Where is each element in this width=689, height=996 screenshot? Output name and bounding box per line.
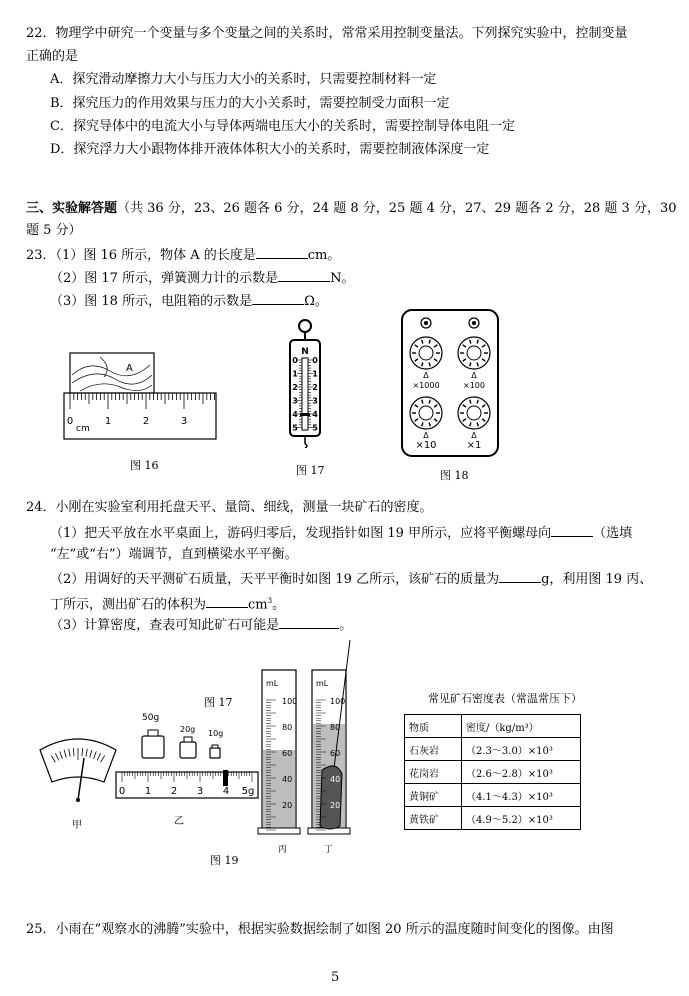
- resistance-dial: [458, 397, 490, 429]
- q24-blank-1[interactable]: [551, 524, 593, 537]
- dial-multiplier-1000: ×1000: [412, 381, 440, 390]
- q24-p3-post: 。: [339, 618, 353, 633]
- figure-16-caption: 图 16: [130, 459, 159, 472]
- dial-multiplier-1: ×1: [466, 440, 482, 451]
- q23-number: 23．: [26, 248, 56, 263]
- ruler-label-3: 3: [180, 416, 188, 427]
- q24-blank-2[interactable]: [499, 570, 541, 583]
- spring-scale-label: 3: [292, 396, 298, 406]
- figure-18-resistance-box: [400, 308, 500, 458]
- density-substance: 黄铁矿: [405, 807, 462, 830]
- cyl-ding-label-80: 80: [330, 723, 341, 732]
- cyl-bing-label-20: 20: [282, 801, 293, 810]
- spring-scale-label: 2: [312, 383, 318, 392]
- q24-p2-post: g，利用图 19 丙、: [541, 572, 653, 587]
- q23-blank-1[interactable]: [256, 246, 308, 259]
- dial-multiplier-10: ×10: [415, 440, 437, 451]
- density-header-density: 密度/（kg/m³）: [462, 715, 581, 738]
- figure-18-caption: 图 18: [440, 469, 469, 482]
- q24-p2-line2-post: 。: [272, 597, 286, 613]
- weight-20g: [180, 737, 196, 758]
- density-substance: 黄铜矿: [405, 784, 462, 807]
- density-substance: 石灰岩: [405, 738, 462, 761]
- fig19-label-jia: 甲: [72, 820, 82, 831]
- weight-10g-label: 10g: [208, 729, 224, 738]
- q22-stem-line2: 正确的是: [26, 49, 79, 64]
- q22-option-b: B．探究压力的作用效果与压力的大小关系时，需要控制受力面积一定: [50, 96, 450, 111]
- fig19-label-bing: 丙: [278, 845, 288, 855]
- q24-part1-line1: [50, 524, 632, 542]
- section3-header: [26, 201, 677, 217]
- spring-scale-label: 2: [292, 383, 298, 392]
- q23-p3-post: Ω。: [304, 294, 328, 309]
- rider-label-2: 2: [170, 786, 178, 797]
- q22-option-a: A．探究滑动摩擦力大小与压力大小的关系时，只需要控制材料一定: [50, 72, 437, 87]
- cyl-bing-label-80: 80: [282, 723, 293, 732]
- density-table-header: [405, 715, 581, 738]
- ruler-label-2: 2: [142, 416, 150, 427]
- balance-pointer-scale: [40, 739, 116, 802]
- table-row: [405, 784, 581, 807]
- q24-blank-4[interactable]: [279, 616, 339, 629]
- cyl-bing-label-60: 60: [282, 749, 293, 758]
- spring-scale-label: 5: [312, 423, 318, 433]
- weight-50g-label: 50g: [142, 713, 160, 723]
- rider-label-1: 1: [144, 786, 152, 797]
- cylinder-bing: [258, 670, 300, 834]
- weight-10g: [210, 745, 220, 758]
- q24-p1-post: （选填: [593, 526, 633, 541]
- figure-19-caption: 图 19: [210, 854, 239, 867]
- spring-scale-label: 0: [292, 356, 298, 365]
- cyl-bing-label-40: 40: [282, 775, 293, 784]
- spring-scale-label: 1: [292, 369, 298, 379]
- rider-label-0: 0: [118, 786, 126, 797]
- fig19-inner-label: 图 17: [204, 696, 233, 709]
- cyl-bing-label-100: 100: [282, 697, 298, 706]
- q23-p3-pre: （3）图 18 所示，电阻箱的示数是: [50, 294, 253, 309]
- density-substance: 花岗岩: [405, 761, 462, 784]
- q25-stem: 25．小雨在“观察水的沸腾”实验中，根据实验数据绘制了如图 20 所示的温度随时间变化的图像。由图: [26, 922, 614, 937]
- q24-p1-pre: （1）把天平放在水平桌面上，游码归零后，发现指针如图 19 甲所示，应将平衡螺母向: [50, 526, 552, 541]
- rider-label-4: 4: [222, 786, 230, 797]
- dial-index-mark-4: Δ: [471, 431, 477, 440]
- spring-scale-label: 3: [312, 396, 318, 406]
- q24-stem: 24．小刚在实验室利用托盘天平、量筒、细线，测量一块矿石的密度。: [26, 500, 433, 515]
- dial-index-mark-3: Δ: [423, 431, 429, 440]
- q23-p2-post: N。: [330, 271, 355, 286]
- ruler-unit-label: cm: [76, 424, 90, 434]
- density-value: （2.6～2.8）×10³: [462, 761, 581, 784]
- spring-scale-n-label: N: [301, 347, 309, 357]
- q24-p2-line2-pre: 丁所示，测出矿石的体积为: [50, 597, 207, 613]
- q23-line2: [50, 269, 354, 287]
- table-row: [405, 761, 581, 784]
- figure-17-caption: 图 17: [296, 464, 325, 477]
- rider-slider: [223, 770, 228, 786]
- q23-p1-pre: （1）图 16 所示，物体 A 的长度是: [55, 248, 256, 263]
- figure-19-balance-and-cylinders: [30, 640, 370, 870]
- spring-scale-label: 1: [312, 369, 318, 379]
- density-table-wrap: [404, 714, 581, 830]
- figure-16-ruler: [60, 345, 222, 445]
- q24-p2-unit: cm: [248, 597, 268, 613]
- weight-50g: [142, 730, 164, 758]
- fig19-label-ding: 丁: [324, 845, 334, 855]
- cyl-ding-unit: mL: [316, 679, 329, 688]
- density-value: （4.9～5.2）×10³: [462, 807, 581, 830]
- q23-blank-2[interactable]: [278, 269, 330, 282]
- density-header-substance: 物质: [405, 715, 462, 738]
- table-row: [405, 807, 581, 830]
- cyl-ding-label-40: 40: [330, 775, 341, 784]
- spring-scale-label: 4: [292, 410, 298, 419]
- section3-title: 三、实验解答题: [26, 201, 118, 216]
- object-a-label: A: [126, 363, 133, 374]
- resistance-dial: [410, 397, 442, 429]
- density-value: （4.1～4.3）×10³: [462, 784, 581, 807]
- spring-scale-label: 5: [292, 423, 298, 433]
- figure-17-spring-scale: [280, 318, 330, 448]
- q23-line1: [26, 246, 340, 264]
- q24-p2-unit-sup: 3: [267, 597, 273, 605]
- cyl-ding-label-60: 60: [330, 749, 341, 758]
- dial-multiplier-100: ×100: [463, 381, 485, 390]
- q22-option-c: C．探究导体中的电流大小与导体两端电压大小的关系时，需要控制导体电阻一定: [50, 119, 515, 134]
- q23-blank-3[interactable]: [252, 292, 304, 305]
- q23-p1-post: cm。: [307, 248, 341, 263]
- object-a-block: [70, 353, 154, 393]
- ruler-label-0: 0: [66, 416, 74, 427]
- q24-p3-pre: （3）计算密度，查表可知此矿石可能是: [50, 618, 280, 633]
- cyl-ding-label-20: 20: [330, 801, 341, 810]
- q24-blank-3[interactable]: [206, 595, 248, 608]
- cyl-bing-unit: mL: [266, 679, 279, 688]
- q23-p2-pre: （2）图 17 所示，弹簧测力计的示数是: [50, 271, 279, 286]
- density-table-title: 常见矿石密度表（常温常压下）: [428, 692, 582, 705]
- dial-index-mark-2: Δ: [471, 371, 477, 380]
- cyl-ding-label-100: 100: [330, 697, 346, 706]
- resistance-dial: [458, 337, 490, 369]
- table-row: [405, 738, 581, 761]
- rider-label-5g: 5g: [241, 786, 255, 797]
- q22-stem-line1: 22．物理学中研究一个变量与多个变量之间的关系时，常常采用控制变量法。下列探究实验中，控制变量: [26, 26, 628, 41]
- spring-scale-label: 4: [312, 410, 318, 419]
- section3-desc2: 题 5 分）: [26, 223, 82, 238]
- fig19-label-yi: 乙: [174, 816, 184, 827]
- rider-label-3: 3: [196, 786, 204, 797]
- q24-p2-pre: （2）用调好的天平测矿石质量，天平平衡时如图 19 乙所示，该矿石的质量为: [50, 572, 500, 587]
- section3-desc1: （共 36 分，23、26 题各 6 分，24 题 8 分，25 题 4 分，27、29 题各 2 分，28 题 3 分，30: [117, 201, 677, 216]
- density-value: （2.3～3.0）×10³: [462, 738, 581, 761]
- weight-20g-label: 20g: [180, 725, 196, 734]
- spring-scale-label: 0: [312, 356, 318, 365]
- density-table: [404, 714, 581, 830]
- cylinder-ding: [308, 640, 350, 834]
- q23-line3: [50, 292, 328, 310]
- q24-part1-line2: “左”或“右”）端调节，直到横梁水平平衡。: [50, 547, 298, 562]
- q22-option-d: D．探究浮力大小跟物体排开液体体积大小的关系时，需要控制液体深度一定: [50, 142, 490, 157]
- q24-part3: [50, 616, 352, 634]
- ruler-label-1: 1: [104, 416, 112, 427]
- q24-part2-line1: [50, 570, 652, 588]
- resistance-dial: [410, 337, 442, 369]
- dial-index-mark-1: Δ: [423, 371, 429, 380]
- spring-scale-pointer: [300, 413, 310, 416]
- page-number: 5: [331, 970, 340, 985]
- q24-part2-line2: [50, 593, 285, 613]
